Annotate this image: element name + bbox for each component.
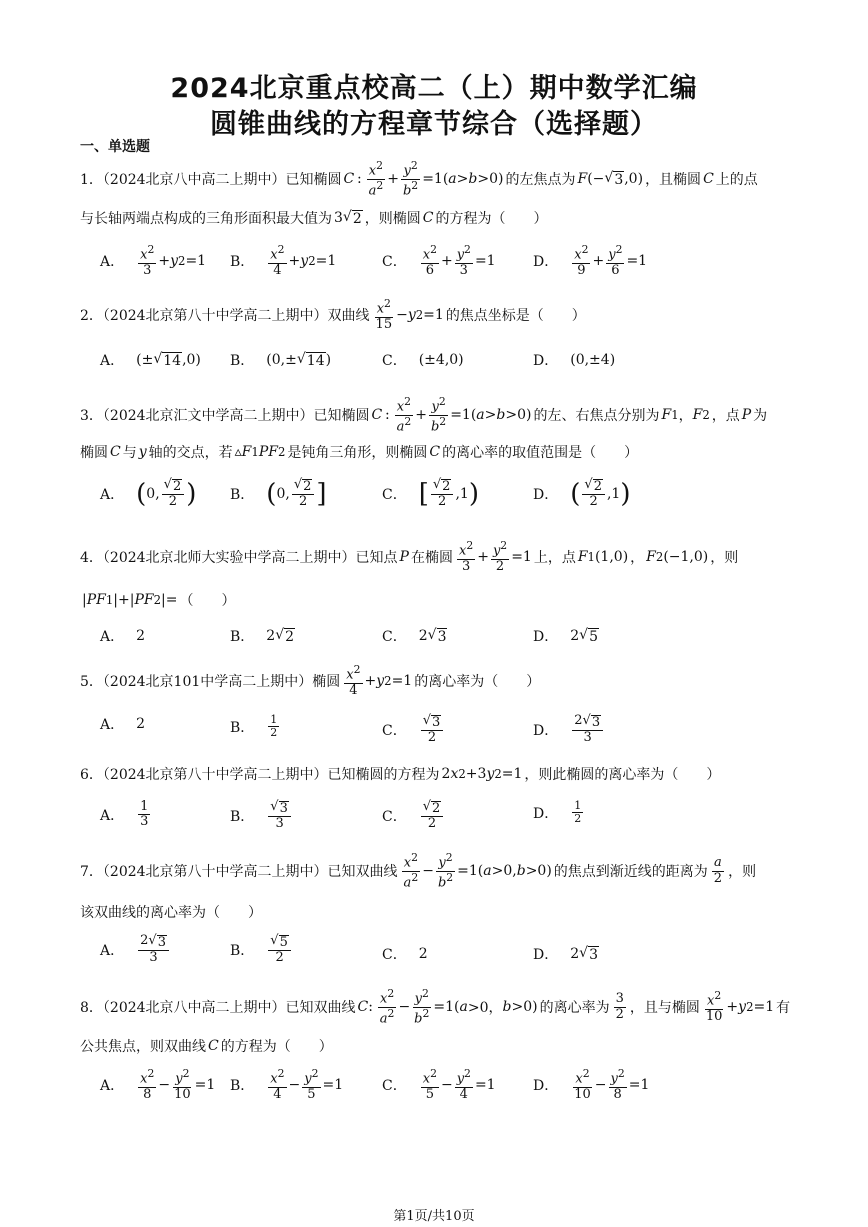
option-a[interactable] xyxy=(100,626,147,646)
formula: C xyxy=(208,1038,219,1054)
option-label: C． xyxy=(382,808,407,825)
question-4-text: 4．（2024北京北师大实验中学高二上期中）已知点 xyxy=(80,549,398,566)
option-label: A． xyxy=(100,1077,125,1094)
question-3-text: 3．（2024北京汇文中学高二上期中）已知椭圆 xyxy=(80,408,370,425)
option-label: B． xyxy=(230,353,255,369)
question-8-text: 8．（2024北京八中高二上期中）已知双曲线 xyxy=(80,1000,356,1017)
question-3-text-2: 的左、右焦点分别为 xyxy=(533,408,660,425)
section-heading: 一、单选题 xyxy=(80,139,150,155)
option-label: A． xyxy=(100,717,125,733)
option-label: C． xyxy=(382,1077,407,1094)
option-a[interactable] xyxy=(100,714,147,734)
option-c[interactable]: C． (±4,0) xyxy=(382,352,464,369)
formula: C : $\frac{x^2}{a^2}$ − $\frac{y^2}{b^2}$ =1( a >0， b >0) xyxy=(357,987,538,1026)
question-1-text-6: ，则椭圆 xyxy=(364,211,421,227)
formula: C xyxy=(422,210,434,226)
question-3-text-8: 是钝角三角形，则椭圆 xyxy=(287,445,428,461)
page-number: 第1页/共10页 xyxy=(393,1209,475,1224)
question-3-text-3: ，点 xyxy=(711,408,740,425)
question-1-line-1 xyxy=(80,160,792,198)
option-d[interactable]: D． $\frac{x^2}{10}$ − $\frac{y^2}{8}$ =1 xyxy=(533,1067,650,1102)
option-d[interactable]: D． $\frac{x^2}{9}$ + $\frac{y^2}{6}$ =1 xyxy=(533,243,648,278)
option-label: D． xyxy=(533,947,559,963)
question-8-text-4: 有 xyxy=(776,1000,791,1017)
formula: $\frac{x^2}{a^2}$ − $\frac{y^2}{b^2}$ =1( a >0, b >0) xyxy=(403,851,552,890)
formula: $\frac{x^2}{15}$ − y 2 =1 xyxy=(375,297,444,332)
formula: $\frac{x^2}{4}$ + y 2 =1 xyxy=(346,663,413,698)
option-label: B． xyxy=(230,629,255,645)
option-label: A． xyxy=(100,942,125,959)
option-a[interactable]: A． (± √ 14 ,0) xyxy=(100,351,201,369)
question-4-text-5: ，则 xyxy=(710,549,739,566)
option-label: D． xyxy=(533,805,559,822)
option-label: C． xyxy=(382,486,407,503)
option-b[interactable]: B． √ 5 2 xyxy=(230,934,295,966)
option-c[interactable] xyxy=(382,944,430,964)
question-7-text: 7．（2024北京第八十中学高二上期中）已知双曲线 xyxy=(80,864,398,881)
formula: C : $\frac{x^2}{a^2}$ + $\frac{y^2}{b^2}$ =1( a > b >0) xyxy=(371,395,532,434)
question-5-text: 5．（2024北京101中学高二上期中）椭圆 xyxy=(80,673,341,690)
option-a[interactable]: A． ( 0, √ 2 2 ) xyxy=(100,477,197,510)
option-value: 2 xyxy=(136,716,146,732)
option-label: A． xyxy=(100,629,125,645)
formula: P xyxy=(741,407,752,424)
option-label: B． xyxy=(230,486,255,503)
option-c[interactable]: C． $\frac{x^2}{5}$ − $\frac{y^2}{4}$ =1 xyxy=(382,1067,496,1102)
formula: C : $\frac{x^2}{a^2}$ + $\frac{y^2}{b^2}$ =1( a > b >0) xyxy=(343,159,504,198)
formula: 2 x 2 +3 y 2 =1 xyxy=(441,766,523,782)
option-b[interactable]: B． √ 3 3 xyxy=(230,800,295,832)
option-c[interactable]: C． $\frac{x^2}{6}$ + $\frac{y^2}{3}$ =1 xyxy=(382,243,496,278)
question-4-text-2: 在椭圆 xyxy=(410,549,453,566)
option-label: D． xyxy=(533,722,559,739)
formula: C xyxy=(429,444,441,460)
option-a[interactable]: A． 2√ 3 3 xyxy=(100,934,173,966)
option-b[interactable]: B． $\frac{x^2}{4}$ + y 2 =1 xyxy=(230,243,337,278)
question-8-line-1 xyxy=(80,988,792,1026)
formula: $\frac{3}{2}$ xyxy=(615,991,624,1022)
option-label: A． xyxy=(100,486,125,503)
question-3-line-1 xyxy=(80,396,792,434)
option-c[interactable]: C． 2 √ 3 xyxy=(382,627,447,645)
question-1-text-2: 的左焦点为 xyxy=(505,172,576,189)
option-d[interactable]: D． $\frac{1}{2}$ xyxy=(533,799,582,826)
option-label: D． xyxy=(533,253,559,270)
title-line-2: 圆锥曲线的方程章节综合（选择题） xyxy=(210,109,658,140)
question-8-text-3: ，且与椭圆 xyxy=(629,1000,700,1017)
formula: $\frac{x^2}{3}$ + $\frac{y^2}{2}$ =1 xyxy=(458,539,532,574)
question-1-text-3: ，且椭圆 xyxy=(645,172,702,189)
question-7-line-2 xyxy=(80,902,792,922)
question-4-line-2 xyxy=(80,590,792,610)
question-8-text-2: 的离心率为 xyxy=(539,1000,610,1017)
title-line-1: 2024北京重点校高二（上）期中数学汇编 xyxy=(170,73,698,104)
option-label: D． xyxy=(533,486,559,503)
question-1-text: 1．（2024北京八中高二上期中）已知椭圆 xyxy=(80,172,342,189)
option-value: 2 xyxy=(136,628,146,644)
option-label: B． xyxy=(230,719,255,736)
question-3-line-2 xyxy=(80,442,792,462)
option-c[interactable]: C． √ 3 2 xyxy=(382,714,447,746)
option-label: A． xyxy=(100,253,125,270)
option-d[interactable]: D． (0,±4) xyxy=(533,352,616,369)
option-d[interactable]: D． ( √ 2 2 ,1 ) xyxy=(533,477,631,510)
question-7-line-1 xyxy=(80,852,792,890)
question-1-line-2 xyxy=(80,208,792,228)
question-7-text-3: ，则 xyxy=(728,864,757,881)
formula: C xyxy=(703,171,714,188)
option-d[interactable]: D． 2√ 3 3 xyxy=(533,714,607,746)
option-label: D． xyxy=(533,353,559,369)
question-8-text-5: 公共焦点，则双曲线 xyxy=(80,1039,206,1055)
question-1-text-4: 上的点 xyxy=(715,172,758,189)
formula: | PF 1 |+| PF 2 |= xyxy=(82,592,178,608)
question-5-text-2: 的离心率为（ ） xyxy=(414,673,541,690)
option-label: C． xyxy=(382,629,407,645)
formula: $\frac{x^2}{10}$ + y 2 =1 xyxy=(705,989,775,1024)
formula: ▵ F 1 PF 2 xyxy=(234,444,286,460)
option-a[interactable]: A． $\frac{x^2}{3}$ + y 2 =1 xyxy=(100,243,207,278)
question-6-text-2: ，则此椭圆的离心率为（ ） xyxy=(524,767,721,783)
formula: 3 √ 2 xyxy=(334,209,362,227)
formula: F 2 (−1,0) xyxy=(646,548,709,565)
formula: $\frac{a}{2}$ xyxy=(713,855,723,886)
question-4-line-1 xyxy=(80,540,792,574)
question-3-text-7: 轴的交点，若 xyxy=(148,445,233,461)
option-d[interactable]: D． 2 √ 5 xyxy=(533,627,598,645)
option-c[interactable]: C． [ √ 2 2 ,1 ) xyxy=(382,477,479,510)
option-b[interactable]: B． (0,± √ 14 ) xyxy=(230,351,332,369)
option-d[interactable]: D． 2 √ 3 xyxy=(533,945,598,963)
question-2-text-2: 的焦点坐标是（ ） xyxy=(445,307,586,324)
question-6-text: 6．（2024北京第八十中学高二上期中）已知椭圆的方程为 xyxy=(80,767,440,783)
option-b[interactable]: B． $\frac{x^2}{4}$ − $\frac{y^2}{5}$ =1 xyxy=(230,1067,344,1102)
question-4-text-4: ， xyxy=(630,549,645,566)
formula: F 1 ， F 2 xyxy=(661,407,710,425)
formula: C xyxy=(110,444,121,460)
formula: F (− √ 3 ,0) xyxy=(577,170,644,189)
option-label: C． xyxy=(382,947,407,963)
question-4-text-6: （ ） xyxy=(179,593,236,609)
option-value: 2 xyxy=(418,946,428,962)
question-8-text-6: 的方程为（ ） xyxy=(220,1039,333,1055)
option-label: B． xyxy=(230,942,255,959)
formula: y xyxy=(138,444,147,460)
option-label: D． xyxy=(533,629,559,645)
question-1-text-7: 的方程为（ ） xyxy=(435,211,548,227)
option-label: C． xyxy=(382,253,407,270)
formula: P xyxy=(399,548,409,565)
question-2-text: 2．（2024北京第八十中学高二上期中）双曲线 xyxy=(80,307,370,324)
option-label: A． xyxy=(100,353,125,369)
question-3-text-6: 与 xyxy=(122,445,137,461)
option-b[interactable]: B． $\frac{1}{2}$ xyxy=(230,713,278,740)
option-label: B． xyxy=(230,1077,255,1094)
option-label: C． xyxy=(382,722,407,739)
option-label: A． xyxy=(100,807,125,824)
option-label: B． xyxy=(230,808,255,825)
question-7-text-4: 该双曲线的离心率为（ ） xyxy=(80,905,262,921)
option-b[interactable]: B． 2 √ 2 xyxy=(230,627,295,645)
option-a[interactable]: A． $\frac{1}{3}$ xyxy=(100,799,149,830)
question-8-line-2 xyxy=(80,1036,792,1056)
question-5-line-1 xyxy=(80,664,792,698)
question-3-text-4: 为 xyxy=(753,408,768,425)
question-2-line-1 xyxy=(80,298,792,332)
option-b[interactable]: B． ( 0, √ 2 2 ] xyxy=(230,477,327,510)
question-1-text-5: 与长轴两端点构成的三角形面积最大值为 xyxy=(80,211,332,227)
option-c[interactable]: C． √ 2 2 xyxy=(382,800,447,832)
question-6-line-1 xyxy=(80,764,792,784)
option-label: B． xyxy=(230,253,255,270)
formula: F 1 (1,0) xyxy=(577,548,629,565)
question-3-text-5: 椭圆 xyxy=(80,445,108,461)
question-7-text-2: 的焦点到渐近线的距离为 xyxy=(553,864,708,881)
question-3-text-9: 的离心率的取值范围是（ ） xyxy=(442,445,639,461)
option-a[interactable]: A． $\frac{x^2}{8}$ − $\frac{y^2}{10}$ =1 xyxy=(100,1067,216,1102)
option-label: D． xyxy=(533,1077,559,1094)
question-4-text-3: 上，点 xyxy=(533,549,576,566)
option-label: C． xyxy=(382,353,407,369)
